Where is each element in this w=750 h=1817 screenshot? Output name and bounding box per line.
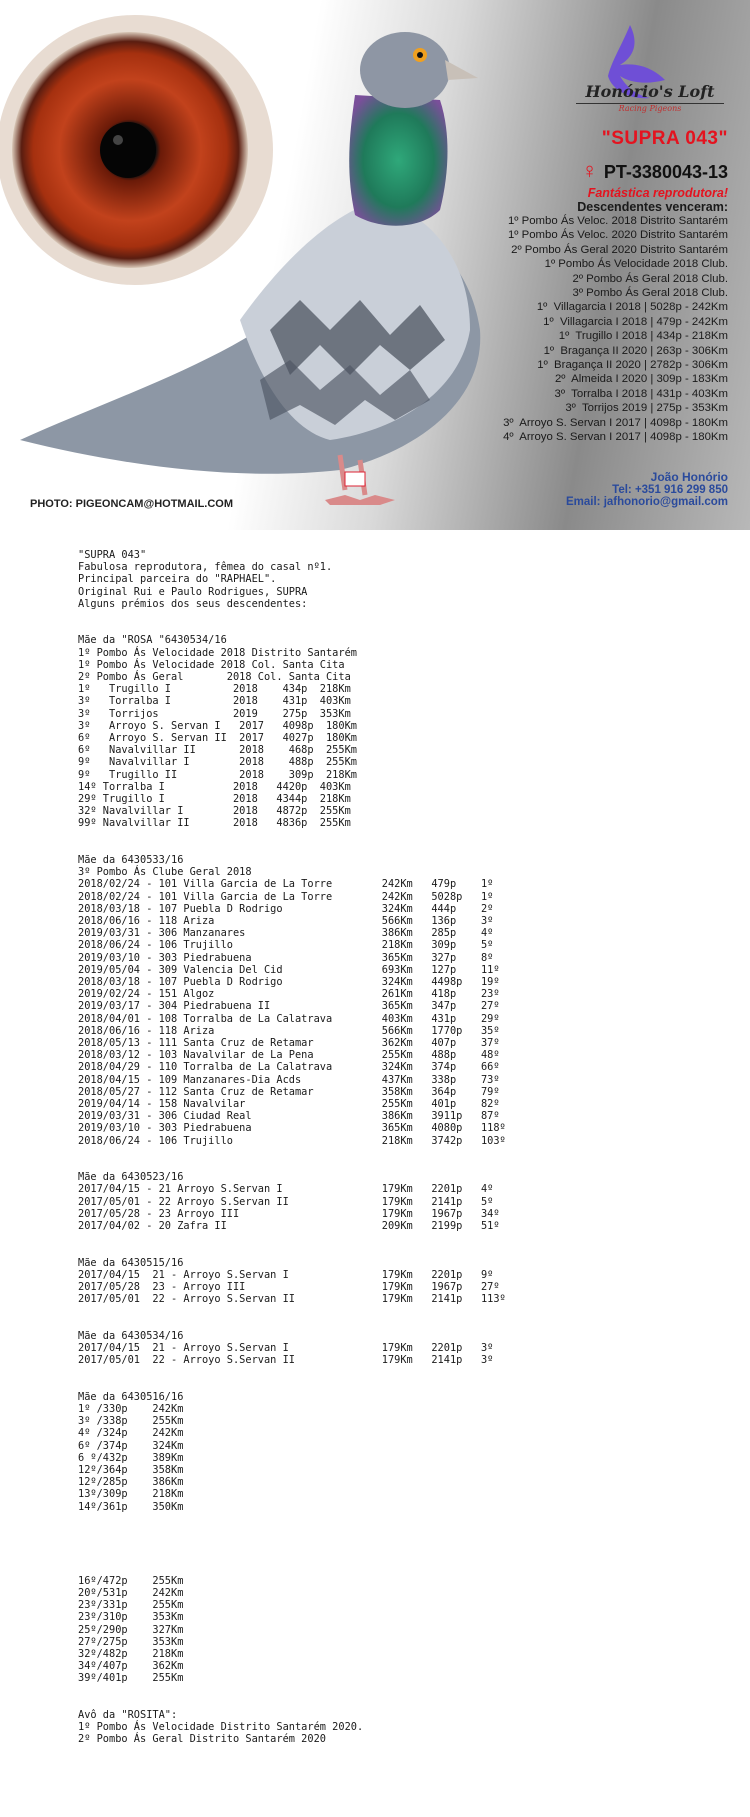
result-line: 2017/04/02 - 20 Zafra II 209Km 2199p 51º [78, 1220, 500, 1233]
spacer [78, 1366, 738, 1378]
result-line: 2018/03/18 - 107 Puebla D Rodrigo 324Km 444p 2º [78, 902, 494, 915]
achievement-line: 2º Pombo Ás Geral 2018 Club. [572, 272, 728, 285]
intro-line: Alguns prémios dos seus descendentes: [78, 597, 308, 610]
spacer [78, 1697, 738, 1709]
spacer [78, 1305, 738, 1317]
result-line: 2º Pombo Ás Geral 2018 Col. Santa Cita [78, 671, 351, 683]
result-line: 1º Pombo Ás Velocidade 2018 Distrito Santarém [78, 646, 357, 659]
spacer [78, 1513, 738, 1575]
spacer [78, 1685, 738, 1697]
female-symbol-icon: ♀ [581, 158, 598, 183]
result-line: 3º Pombo Ás Clube Geral 2018 [78, 866, 252, 879]
intro-line: "SUPRA 043" [78, 549, 147, 561]
result-line: 2019/03/10 - 303 Piedrabuena 365Km 4080p 118º [78, 1122, 506, 1135]
result-line: 20º/531p 242Km [78, 1587, 184, 1600]
spacer [78, 830, 738, 842]
result-line: 2018/04/15 - 109 Manzanares-Dia Acds 437Km 338p 73º [78, 1073, 500, 1086]
achievement-line: 2º Pombo Ás Geral 2020 Distrito Santarém [511, 243, 728, 256]
result-line: 2019/03/31 - 306 Manzanares 386Km 285p 4º [78, 927, 494, 940]
result-line: 9º Navalvillar I 2018 488p 255Km [78, 756, 357, 769]
result-line: 2º Pombo Ás Geral Distrito Santarém 2020 [78, 1733, 326, 1746]
result-line: 6º Arroyo S. Servan II 2017 4027p 180Km [78, 732, 357, 745]
result-line: 2019/03/17 - 304 Piedrabuena II 365Km 347p 27º [78, 1000, 500, 1013]
section-heading: Mãe da 6430523/16 [78, 1171, 184, 1184]
spacer [78, 1232, 738, 1244]
pigeon-name: "SUPRA 043" [601, 128, 728, 149]
result-line: 2018/06/24 - 106 Trujillo 218Km 3742p 103º [78, 1134, 506, 1147]
result-line: 2017/04/15 21 - Arroyo S.Servan I 179Km 2201p 3º [78, 1342, 494, 1355]
result-line: 6º Navalvillar II 2018 468p 255Km [78, 744, 357, 757]
result-line: 2018/03/12 - 103 Navalvilar de La Pena 255Km 488p 48º [78, 1049, 500, 1062]
result-line: 2018/06/16 - 118 Ariza 566Km 136p 3º [78, 915, 494, 928]
result-line: 16º/472p 255Km [78, 1574, 184, 1587]
result-line: 2019/05/04 - 309 Valencia Del Cid 693Km 127p 11º [78, 963, 500, 976]
result-line: 2018/05/13 - 111 Santa Cruz de Retamar 362Km 407p 37º [78, 1037, 500, 1050]
result-line: 29º Trugillo I 2018 4344p 218Km [78, 793, 351, 806]
result-line: 2017/04/15 - 21 Arroyo S.Servan I 179Km 2201p 4º [78, 1183, 494, 1196]
section-heading: Mãe da 6430533/16 [78, 854, 184, 867]
pigeon-info [503, 128, 728, 445]
result-line: 6º /374p 324Km [78, 1439, 184, 1452]
achievement-line: 1º Pombo Ás Veloc. 2020 Distrito Santarém [507, 229, 728, 242]
result-line: 2018/02/24 - 101 Villa Garcia de La Torre 242Km 479p 1º [78, 878, 494, 891]
contact-block [566, 470, 728, 508]
spacer [78, 1379, 738, 1391]
achievement-line: 1º Pombo Ás Velocidade 2018 Club. [544, 258, 728, 271]
achievement-line: 1º Trugillo I 2018 | 434p - 218Km [558, 330, 728, 343]
achievement-line: 1º Villagarcia I 2018 | 5028p - 242Km [536, 301, 728, 314]
result-line: 3º Torrijos 2019 275p 353Km [78, 707, 351, 720]
result-line: 1º Trugillo I 2018 434p 218Km [78, 683, 351, 696]
result-line: 1º Pombo Ás Velocidade Distrito Santarém 2020. [78, 1721, 364, 1734]
owner-email: Email: jafhonorio@gmail.com [565, 496, 728, 508]
result-line: 23º/310p 353Km [78, 1611, 184, 1624]
result-line: 32º/482p 218Km [78, 1648, 184, 1661]
achievement-line: 3º Torralba I 2018 | 431p - 403Km [554, 387, 728, 400]
spacer [78, 842, 738, 854]
result-line: 2019/03/31 - 306 Ciudad Real 386Km 3911p 87º [78, 1110, 500, 1123]
spacer [78, 610, 738, 622]
result-line: 99º Navalvillar II 2018 4836p 255Km [78, 817, 351, 830]
result-line: 2018/04/01 - 108 Torralba de La Calatrava 403Km 431p 29º [78, 1012, 500, 1025]
achievement-line: 1º Villagarcia I 2018 | 479p - 242Km [543, 315, 728, 328]
result-line: 39º/401p 255Km [78, 1672, 184, 1685]
result-line: 2017/05/01 - 22 Arroyo S.Servan II 179Km 2141p 5º [78, 1195, 494, 1208]
results-document [78, 549, 738, 1746]
achievements-list [503, 214, 728, 445]
achievement-line: 2º Almeida I 2020 | 309p - 183Km [554, 373, 728, 386]
result-line: 3º Torralba I 2018 431p 403Km [78, 695, 351, 708]
result-line: 4º /324p 242Km [78, 1427, 184, 1440]
result-line: 2018/06/16 - 118 Ariza 566Km 1770p 35º [78, 1024, 500, 1037]
intro-line: Original Rui e Paulo Rodrigues, SUPRA [78, 585, 308, 598]
result-line: 2019/02/24 - 151 Algoz 261Km 418p 23º [78, 988, 500, 1001]
owner-phone: Tel: +351 916 299 850 [612, 484, 728, 496]
result-line: 6 º/432p 389Km [78, 1451, 184, 1464]
result-line: 2018/02/24 - 101 Villa Garcia de La Torre 242Km 5028p 1º [78, 890, 494, 903]
result-line: 2019/03/10 - 303 Piedrabuena 365Km 327p 8º [78, 951, 494, 964]
result-line: 2018/05/27 - 112 Santa Cruz de Retamar 358Km 364p 79º [78, 1085, 500, 1098]
result-line: 2019/04/14 - 158 Navalvilar 255Km 401p 82º [78, 1098, 500, 1111]
ring-number-text: PT-3380043-13 [603, 162, 728, 182]
result-line: 27º/275p 353Km [78, 1635, 184, 1648]
result-line: 14º/361p 350Km [78, 1500, 184, 1513]
result-line: 1º Pombo Ás Velocidade 2018 Col. Santa Cita [78, 658, 345, 671]
spacer [78, 1147, 738, 1159]
achievement-line: 3º Arroyo S. Servan I 2017 | 4098p - 180Km [503, 416, 728, 429]
descendants-heading: Descendentes venceram: [577, 200, 728, 214]
header-banner [0, 0, 750, 530]
result-line: 34º/407p 362Km [78, 1660, 184, 1673]
achievement-line: 1º Bragança II 2020 | 2782p - 306Km [537, 359, 728, 372]
spacer [78, 1318, 738, 1330]
owner-name: João Honório [650, 470, 728, 484]
achievement-line: 3º Torrijos 2019 | 275p - 353Km [565, 402, 728, 415]
result-line: 25º/290p 327Km [78, 1623, 184, 1636]
pigeon-eye-closeup [0, 15, 273, 285]
result-line: 12º/285p 386Km [78, 1476, 184, 1489]
section-heading: Mãe da 6430516/16 [78, 1390, 184, 1403]
result-line: 2018/03/18 - 107 Puebla D Rodrigo 324Km 4498p 19º [78, 976, 500, 989]
logo-brand: Honório's Loft [585, 82, 715, 101]
logo [570, 20, 730, 113]
spacer [78, 622, 738, 634]
intro-line: Fabulosa reprodutora, fêmea do casal nº1. [78, 561, 333, 574]
result-line: 2018/06/24 - 106 Trujillo 218Km 309p 5º [78, 939, 494, 952]
section-heading: Mãe da 6430534/16 [78, 1329, 184, 1342]
achievement-line: 3º Pombo Ás Geral 2018 Club. [572, 287, 728, 300]
result-line: 3º /338p 255Km [78, 1415, 184, 1428]
result-line: 2017/05/28 23 - Arroyo III 179Km 1967p 27º [78, 1281, 500, 1294]
achievement-line: 1º Bragança II 2020 | 263p - 306Km [543, 344, 728, 357]
result-line: 12º/364p 358Km [78, 1464, 184, 1477]
spacer [78, 1244, 738, 1256]
result-line: 14º Torralba I 2018 4420p 403Km [78, 780, 351, 793]
photo-credit: PHOTO: PIGEONCAM@HOTMAIL.COM [30, 498, 234, 510]
result-line: 9º Trugillo II 2018 309p 218Km [78, 768, 357, 781]
result-line: 2017/04/15 21 - Arroyo S.Servan I 179Km 2201p 9º [78, 1268, 494, 1281]
section-heading: Mãe da "ROSA "6430534/16 [78, 634, 227, 647]
result-line: 1º /330p 242Km [78, 1403, 184, 1416]
tagline: Fantástica reprodutora! [587, 186, 728, 200]
spacer [78, 1159, 738, 1171]
achievement-line: 1º Pombo Ás Veloc. 2018 Distrito Santarém [507, 215, 728, 227]
result-line: 23º/331p 255Km [78, 1599, 184, 1612]
result-line: 32º Navalvillar I 2018 4872p 255Km [78, 805, 351, 818]
result-line: 2017/05/01 22 - Arroyo S.Servan II 179Km 2141p 113º [78, 1293, 506, 1306]
achievement-line: 4º Arroyo S. Servan I 2017 | 4098p - 180Km [503, 431, 728, 444]
result-line: 2018/04/29 - 110 Torralba de La Calatrava 324Km 374p 66º [78, 1061, 500, 1074]
section-heading: Avô da "ROSITA": [78, 1709, 178, 1722]
ring-number [503, 158, 728, 184]
result-line: 2017/05/01 22 - Arroyo S.Servan II 179Km 2141p 3º [78, 1354, 494, 1367]
result-line: 2017/05/28 - 23 Arroyo III 179Km 1967p 34º [78, 1207, 500, 1220]
logo-subtitle: Racing Pigeons [618, 104, 682, 113]
result-line: 3º Arroyo S. Servan I 2017 4098p 180Km [78, 719, 357, 732]
result-line: 13º/309p 218Km [78, 1488, 184, 1501]
section-heading: Mãe da 6430515/16 [78, 1256, 184, 1269]
intro-line: Principal parceira do "RAPHAEL". [78, 573, 277, 586]
